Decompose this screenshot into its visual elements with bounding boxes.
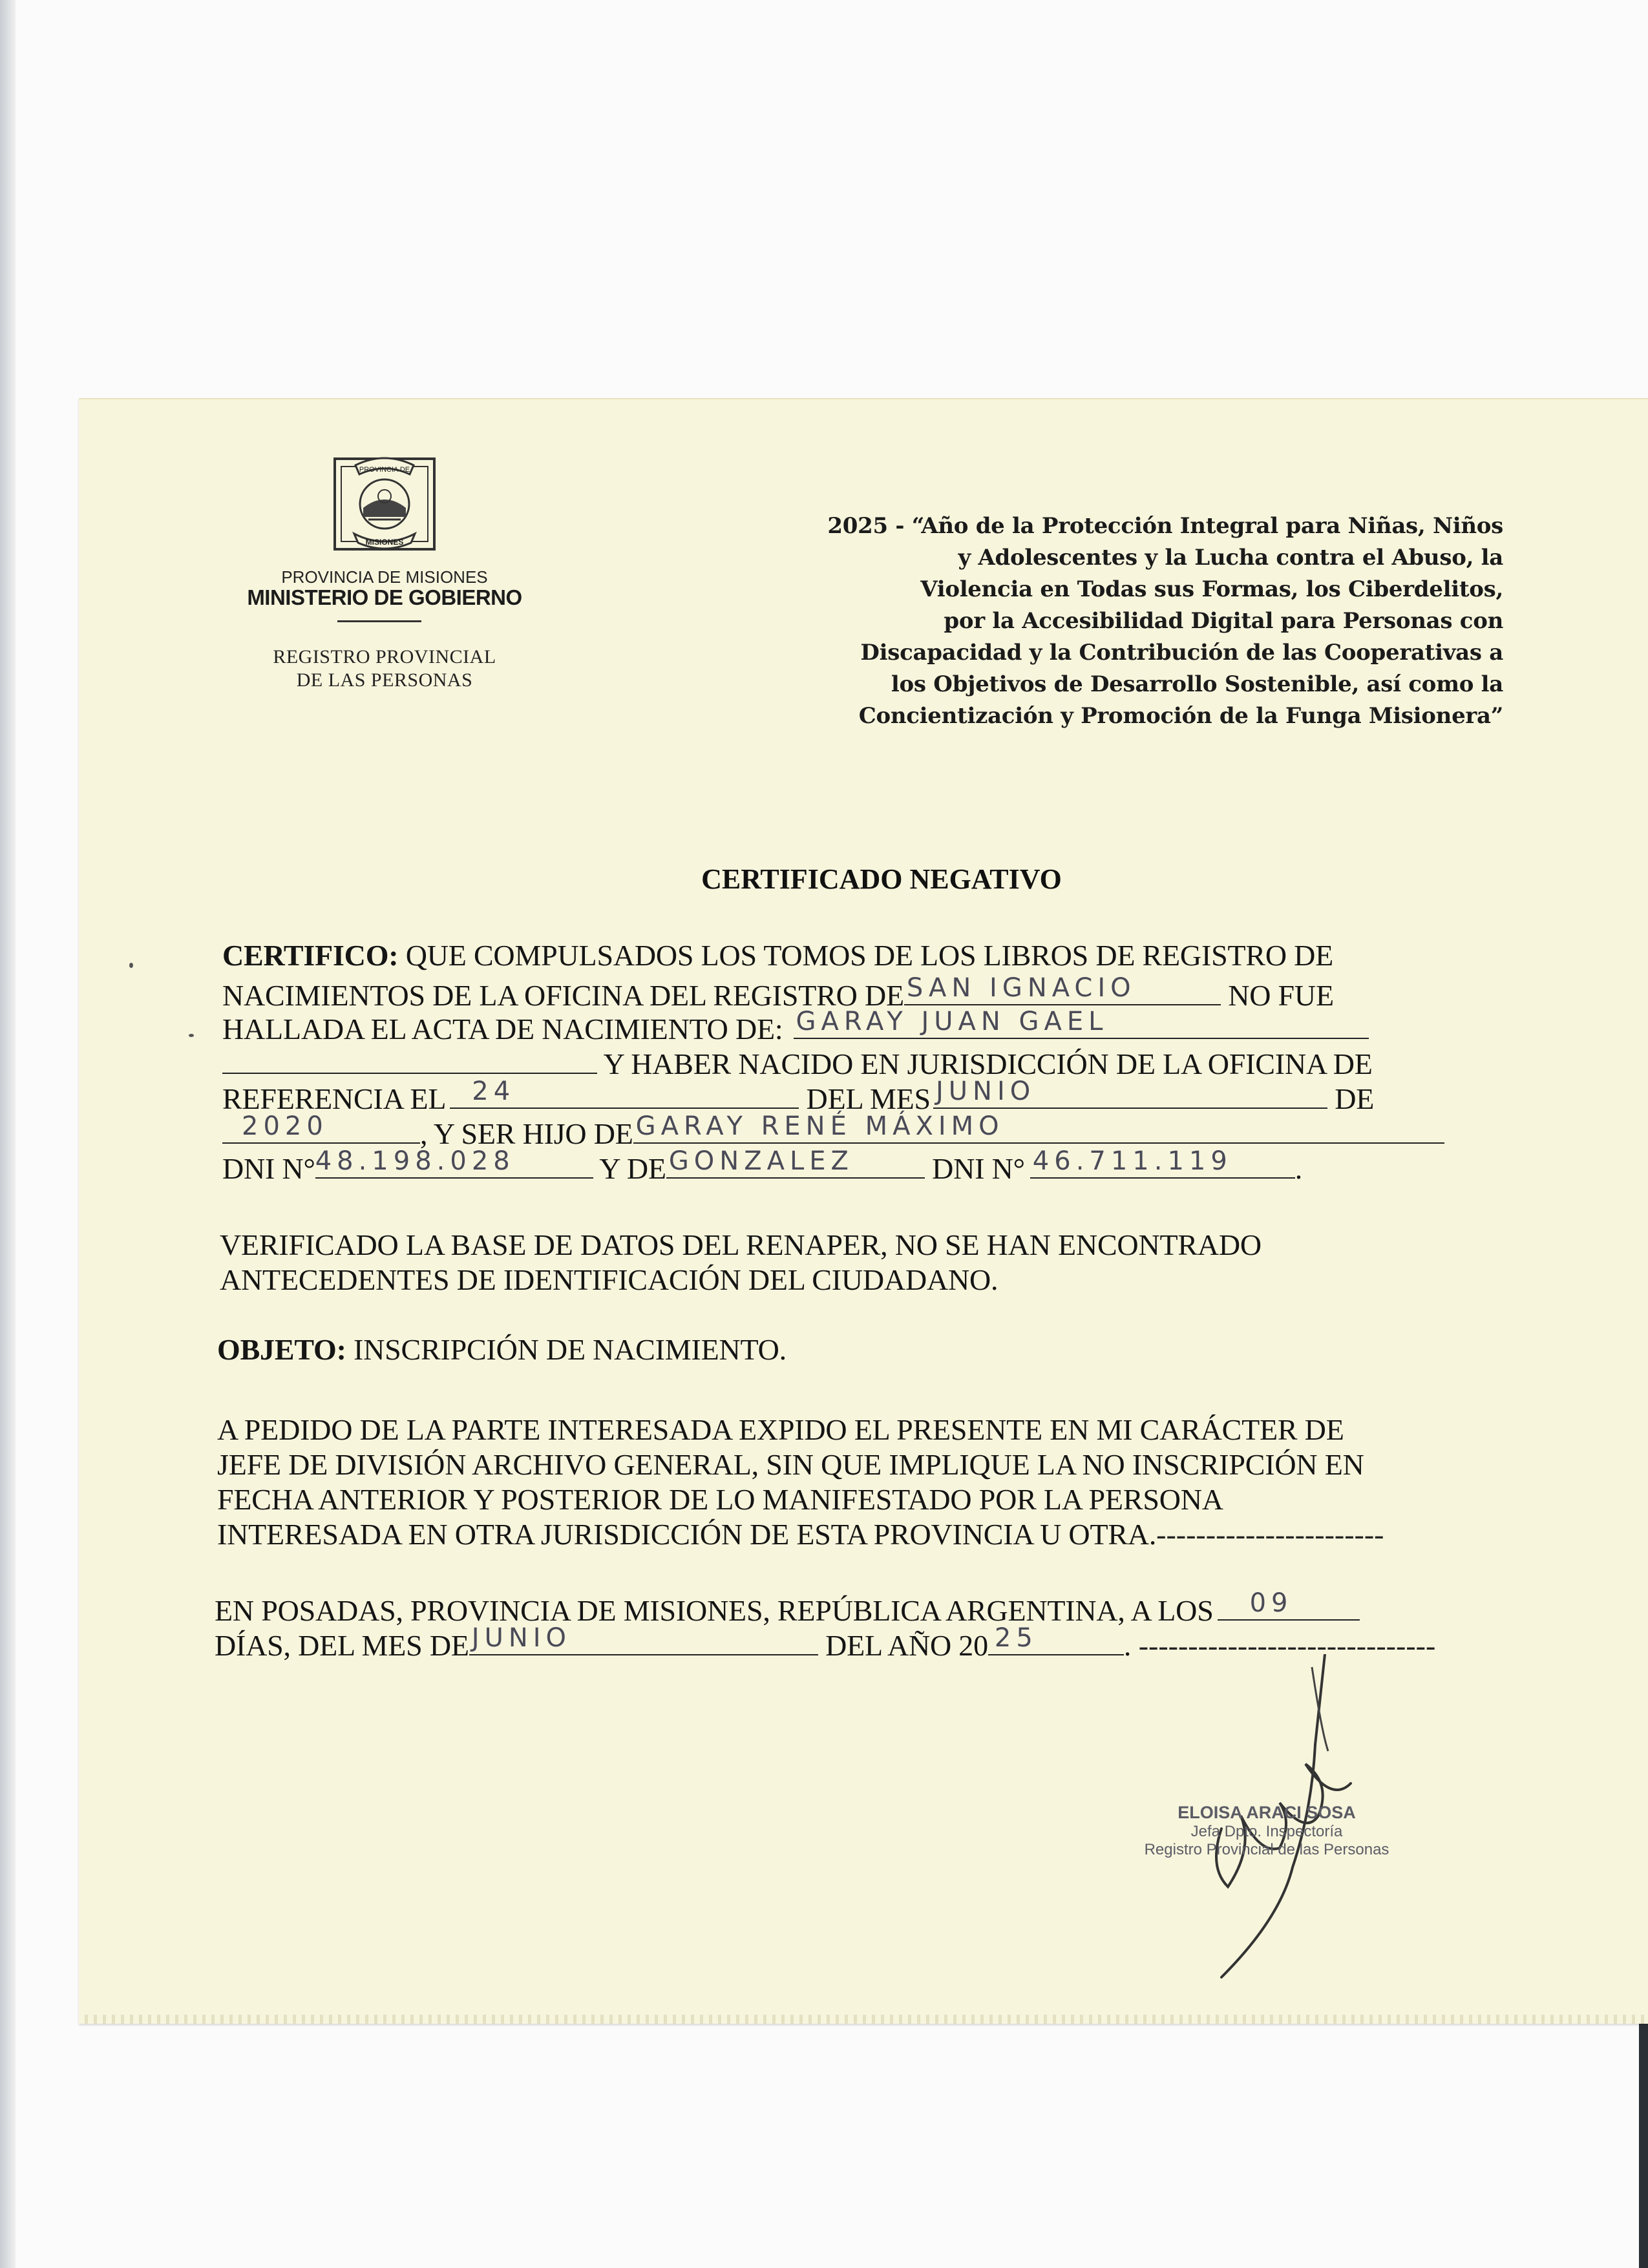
province-name: PROVINCIA DE MISIONES	[281, 567, 488, 587]
certifico-line-1	[222, 938, 1333, 972]
motto-line: Concientización y Promoción de la Funga Misionera”	[858, 703, 1503, 729]
issue-day-value: 09	[1249, 1588, 1293, 1618]
certifico-text: DNI N°	[222, 1152, 315, 1185]
certifico-text: REFERENCIA EL	[222, 1082, 447, 1115]
office-field	[904, 974, 1221, 1005]
closing-text: DEL AÑO 20	[818, 1629, 988, 1662]
pedido-line-3: FECHA ANTERIOR Y POSTERIOR DE LO MANIFESTADO POR LA PERSONA	[217, 1483, 1223, 1516]
pedido-line-4	[217, 1517, 1384, 1551]
name-field	[794, 1008, 1369, 1039]
certifico-line-7	[222, 1148, 1302, 1186]
issue-month-field	[469, 1624, 818, 1655]
certifico-text: NO FUE	[1220, 979, 1334, 1012]
certifico-text: Y DE	[593, 1152, 666, 1185]
issue-month-value: JUNIO	[471, 1623, 572, 1653]
crest-bottom-text: MISIONES	[365, 538, 404, 547]
name-value: GARAY JUAN GAEL	[796, 1007, 1108, 1036]
certifico-text: Y HABER NACIDO EN JURISDICCIÓN DE LA OFICINA DE	[597, 1047, 1373, 1080]
certifico-line-2	[222, 974, 1334, 1013]
father-field	[633, 1113, 1444, 1144]
closing-line-1	[215, 1590, 1360, 1628]
issue-year-value: 25	[994, 1623, 1038, 1653]
issue-day-field	[1218, 1590, 1360, 1621]
official-stamp	[1099, 1803, 1435, 1859]
motto-line: por la Accesibilidad Digital para Personas con	[944, 608, 1503, 634]
certifico-text: DE	[1327, 1082, 1375, 1115]
dash-fill: ------------------------------	[1131, 1629, 1436, 1662]
name-continuation-field	[222, 1043, 597, 1074]
certifico-text: .	[1294, 1152, 1303, 1185]
motto-line: Discapacidad y la Contribución de las Cooperativas a	[860, 640, 1503, 666]
certifico-text: , Y SER HIJO DE	[420, 1117, 633, 1150]
objeto-label: OBJETO:	[217, 1333, 346, 1366]
certifico-text: DNI N°	[924, 1152, 1025, 1185]
pedido-line-1: A PEDIDO DE LA PARTE INTERESADA EXPIDO EL PRESENTE EN MI CARÁCTER DE	[217, 1413, 1344, 1446]
office-value: SAN IGNACIO	[906, 973, 1136, 1003]
certifico-text: HALLADA EL ACTA DE NACIMIENTO DE:	[222, 1013, 783, 1045]
document-title: CERTIFICADO NEGATIVO	[701, 863, 1062, 895]
mother-dni-field	[1030, 1148, 1295, 1179]
certifico-text: DEL MES	[799, 1082, 931, 1115]
certifico-text: NACIMIENTOS DE LA OFICINA DEL REGISTRO DE	[222, 979, 904, 1012]
objeto-line	[217, 1332, 787, 1367]
motto-line: 2025 - “Año de la Protección Integral para Niñas, Niños	[827, 513, 1503, 539]
registry-line-2: DE LAS PERSONAS	[296, 669, 473, 691]
year-motto	[704, 510, 1503, 732]
provincial-crest-icon	[330, 452, 439, 556]
closing-text: .	[1123, 1629, 1132, 1662]
scan-shadow	[0, 0, 16, 2268]
year-value: 2020	[242, 1111, 328, 1141]
crest-top-text: PROVINCIA DE	[359, 466, 410, 474]
issue-year-field	[988, 1624, 1124, 1655]
dash-fill: -----------------------	[1156, 1518, 1384, 1551]
month-field	[933, 1078, 1327, 1109]
scan-speck	[189, 1034, 194, 1037]
certifico-line-3	[222, 1008, 1369, 1046]
closing-text: EN POSADAS, PROVINCIA DE MISIONES, REPÚBLICA ARGENTINA, A LOS	[215, 1594, 1214, 1627]
stamp-office: Registro Provincial de las Personas	[1144, 1841, 1389, 1858]
father-dni-field	[315, 1148, 593, 1179]
mother-field	[666, 1148, 925, 1179]
motto-line: los Objetivos de Desarrollo Sostenible, así como la	[891, 671, 1503, 697]
verificado-line-1: VERIFICADO LA BASE DE DATOS DEL RENAPER, NO SE HAN ENCONTRADO	[220, 1228, 1262, 1261]
scan-edge	[1639, 2016, 1648, 2268]
pedido-text: INTERESADA EN OTRA JURISDICCIÓN DE ESTA PROVINCIA U OTRA.	[217, 1518, 1157, 1551]
certifico-line-6	[222, 1113, 1444, 1151]
scan-speck	[129, 963, 133, 968]
certifico-label: CERTIFICO:	[222, 939, 399, 972]
perforated-edge	[79, 2015, 1648, 2024]
motto-line: y Adolescentes y la Lucha contra el Abuso, la	[958, 545, 1503, 571]
registry-line-1: REGISTRO PROVINCIAL	[273, 646, 496, 667]
father-value: GARAY RENÉ MÁXIMO	[635, 1111, 1004, 1141]
certifico-line-4	[222, 1043, 1373, 1081]
ministry-name: MINISTERIO DE GOBIERNO	[247, 585, 522, 609]
stamp-title: Jefa Dpto. Inspectoría	[1190, 1823, 1343, 1840]
pedido-line-2: JEFE DE DIVISIÓN ARCHIVO GENERAL, SIN QUE IMPLIQUE LA NO INSCRIPCIÓN EN	[217, 1448, 1364, 1481]
objeto-text: INSCRIPCIÓN DE NACIMIENTO.	[346, 1333, 787, 1366]
header-rule	[337, 620, 421, 622]
day-field	[450, 1078, 799, 1109]
certifico-text: QUE COMPULSADOS LOS TOMOS DE LOS LIBROS DE REGISTRO DE	[398, 939, 1334, 972]
day-value: 24	[472, 1076, 516, 1106]
father-dni-value: 48.198.028	[315, 1146, 515, 1176]
year-field	[222, 1113, 420, 1144]
certifico-line-5	[222, 1078, 1374, 1116]
stamp-name: ELOISA ARACI SOSA	[1178, 1803, 1356, 1822]
mother-dni-value: 46.711.119	[1032, 1146, 1232, 1176]
mother-value: GONZALEZ	[668, 1146, 854, 1176]
motto-line: Violencia en Todas sus Formas, los Ciberdelitos,	[920, 576, 1503, 602]
verificado-line-2: ANTECEDENTES DE IDENTIFICACIÓN DEL CIUDADANO.	[220, 1263, 998, 1296]
month-value: JUNIO	[935, 1076, 1036, 1106]
closing-text: DÍAS, DEL MES DE	[215, 1629, 469, 1662]
